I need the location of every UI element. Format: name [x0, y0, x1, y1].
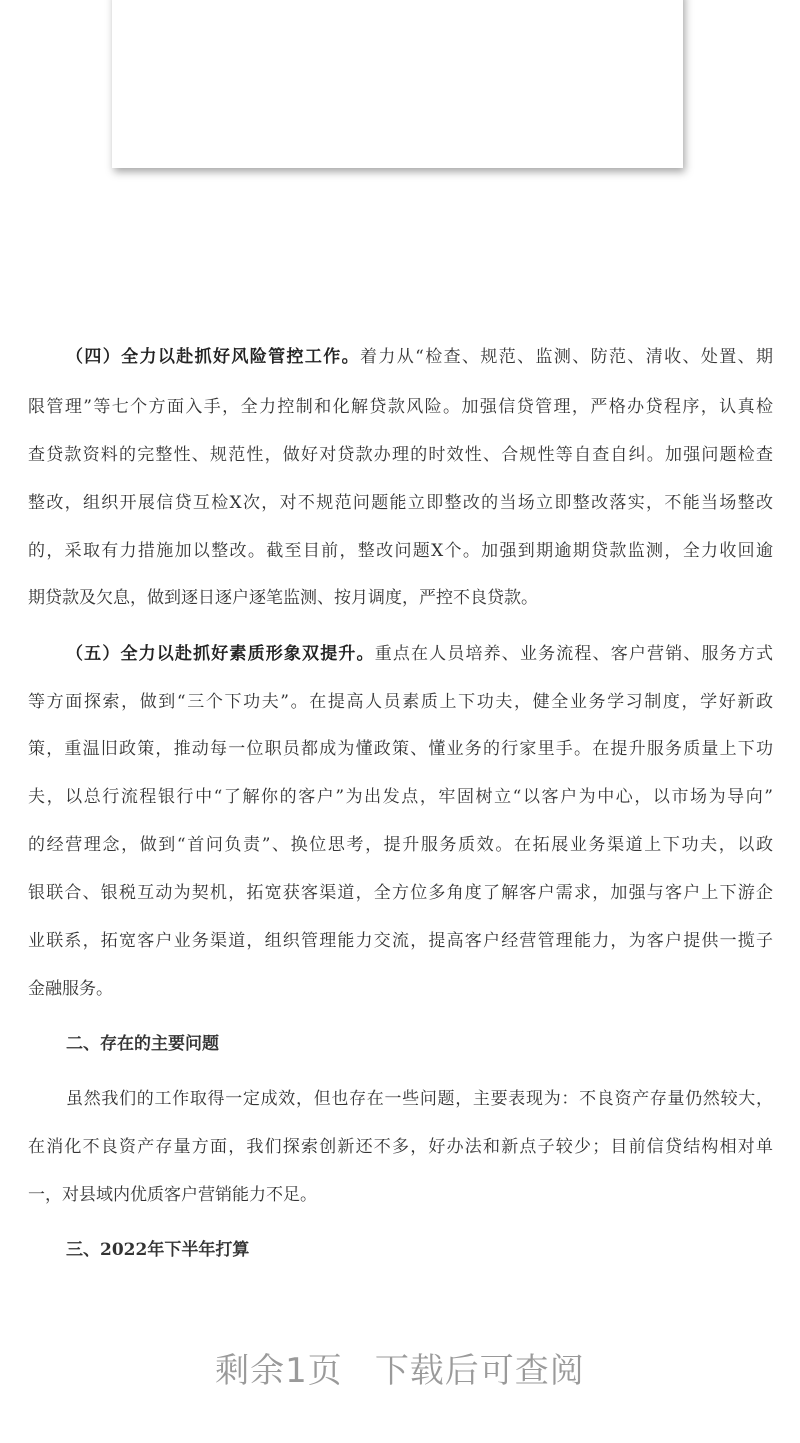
text: 着力从“检查、规范、监测、防范、清收、处置、期: [360, 347, 773, 367]
text-line: 的，采取有力措施加以整改。截至目前，整改问题X个。加强到期逾期贷款监测，全力收回逾: [28, 541, 773, 561]
download-to-view-link[interactable]: 下载后可查阅: [374, 1351, 585, 1391]
text-line: [66, 345, 773, 369]
text-line: 的经营理念，做到“首问负责”、换位思考，提升服务质效。在拓展业务渠道上下功夫，以政: [28, 835, 773, 855]
text: 重点在人员培养、业务流程、客户营销、服务方式: [374, 644, 774, 664]
text-line: 业联系，拓宽客户业务渠道，组织管理能力交流，提高客户经营管理能力，为客户提供一揽子: [28, 931, 773, 951]
previous-page-card: [112, 0, 683, 168]
text-line: 在消化不良资产存量方面，我们探索创新还不多，好办法和新点子较少；目前信贷结构相对单: [28, 1137, 773, 1157]
section-heading-plan: 三、2022年下半年打算: [66, 1240, 250, 1260]
text-line: 限管理”等七个方面入手，全力控制和化解贷款风险。加强信贷管理，严格办贷程序，认真检: [28, 397, 773, 417]
paragraph-heading: （五）全力以赴抓好素质形象双提升。: [66, 644, 375, 664]
remaining-pages-label: 剩余1页: [215, 1351, 343, 1391]
text-line: 期贷款及欠息，做到逐日逐户逐笔监测、按月调度，严控不良贷款。: [28, 588, 538, 608]
text-line: 虽然我们的工作取得一定成效，但也存在一些问题，主要表现为：不良资产存量仍然较大，: [66, 1089, 773, 1109]
text-line: 策，重温旧政策，推动每一位职员都成为懂政策、懂业务的行家里手。在提升服务质量上下功: [28, 739, 773, 759]
text-line: 查贷款资料的完整性、规范性，做好对贷款办理的时效性、合规性等自查自纠。加强问题检查: [28, 445, 773, 465]
text-line: 等方面探索，做到“三个下功夫”。在提高人员素质上下功夫，健全业务学习制度，学好新政: [28, 692, 773, 712]
section-heading-problems: 二、存在的主要问题: [66, 1034, 219, 1054]
text-line: 金融服务。: [28, 979, 113, 999]
text-line: 一，对县域内优质客户营销能力不足。: [28, 1185, 317, 1205]
text-line: [66, 642, 773, 666]
download-prompt[interactable]: [0, 1343, 800, 1392]
paragraph-heading: （四）全力以赴抓好风险管控工作。: [66, 347, 361, 367]
text-line: 夫，以总行流程银行中“了解你的客户”为出发点，牢固树立“以客户为中心，以市场为导向”: [28, 787, 773, 807]
text-line: 整改，组织开展信贷互检X次，对不规范问题能立即整改的当场立即整改落实，不能当场整改: [28, 493, 773, 513]
text-line: 银联合、银税互动为契机，拓宽获客渠道，全方位多角度了解客户需求，加强与客户上下游企: [28, 883, 773, 903]
